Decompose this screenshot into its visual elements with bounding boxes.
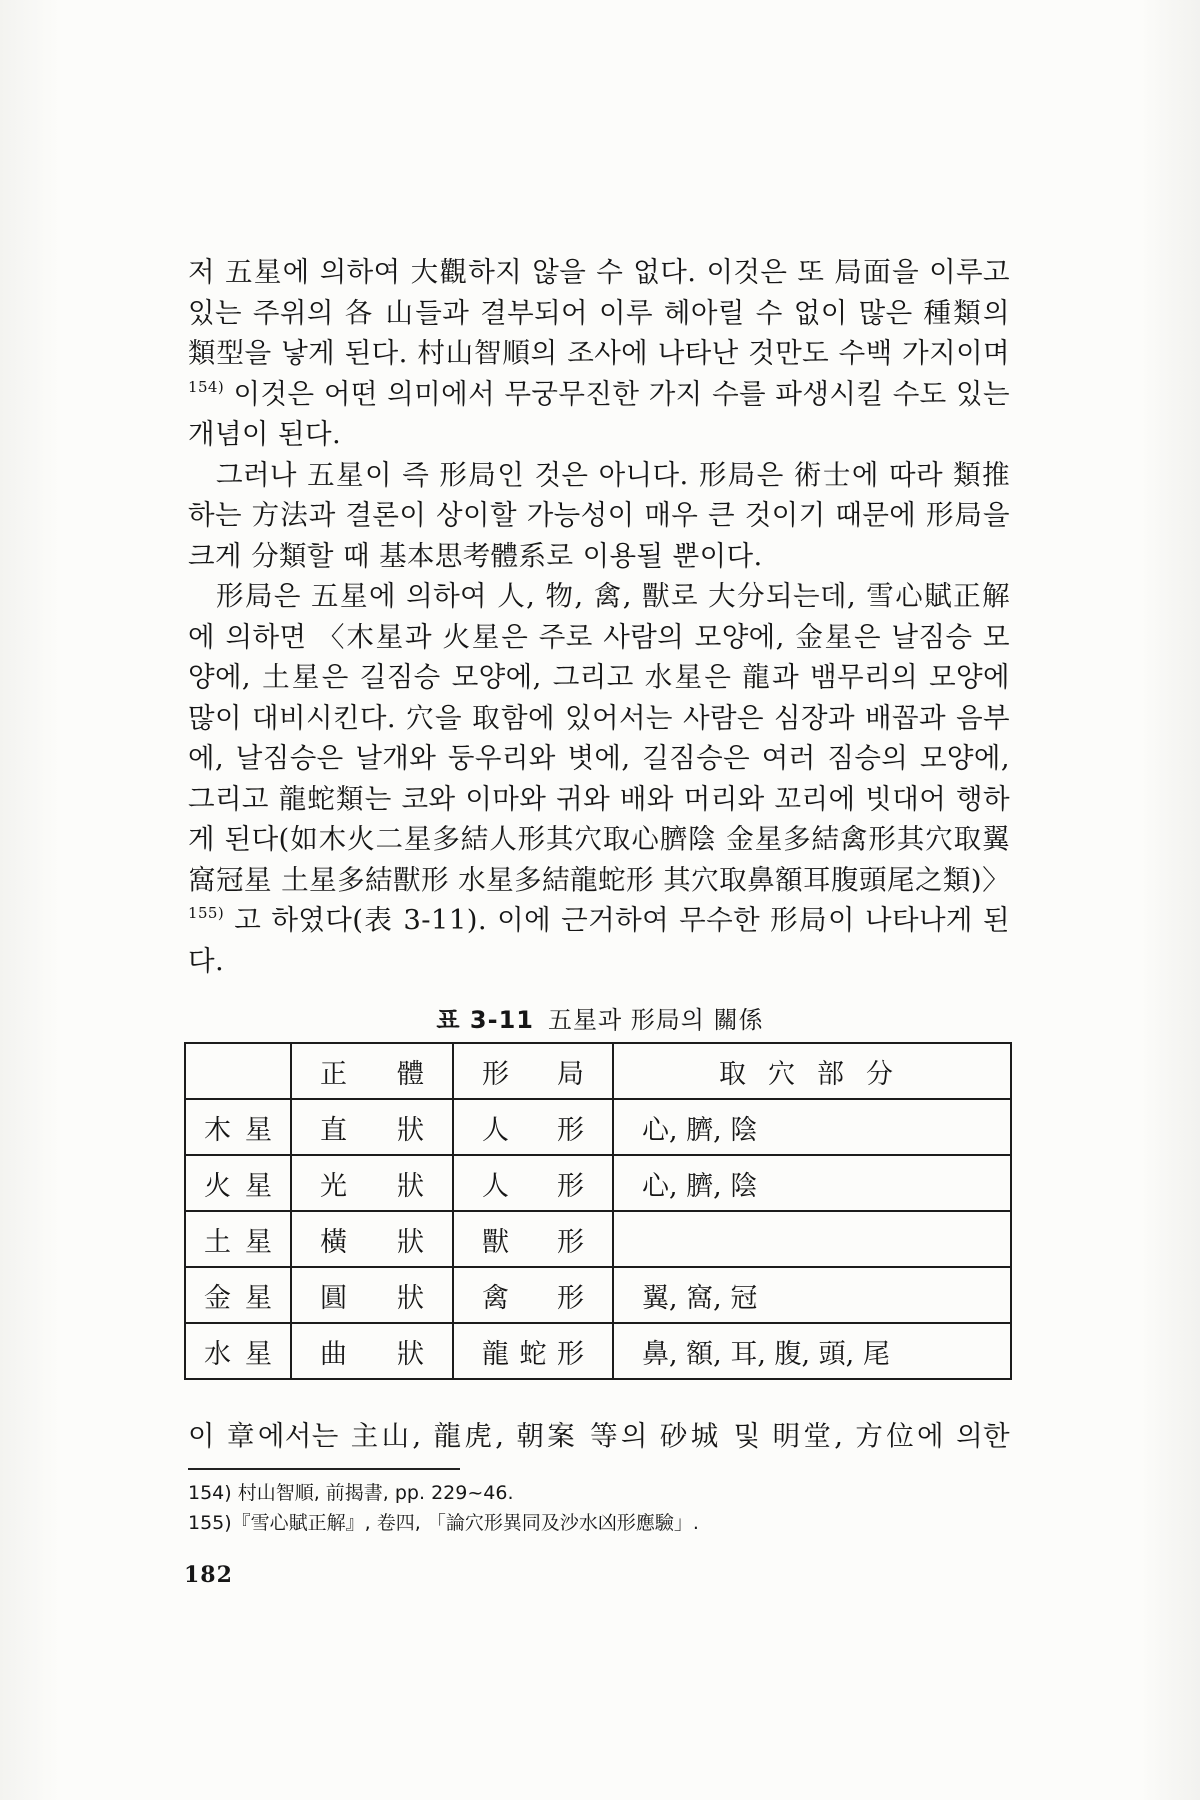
table-title: 五星과 形局의 關係 [547,1006,764,1034]
table-cell: 木 星 [185,1099,291,1155]
paragraph-3 [188,576,1010,981]
table-cell: 龍 蛇 形 [453,1323,613,1379]
table-cell: 金 星 [185,1267,291,1323]
paragraph-3-text: 形局은 五星에 의하여 人, 物, 禽, 獸로 大分되는데, 雪心賦正解에 의하면 〈木星과 火星은 주로 사람의 모양에, 金星은 날짐승 모양에, 土星은 길짐승 모양에, 그리고 水星은 龍과 뱀무리의 모양에 많이 대비시킨다. 穴을 取함에 있어서는 사람은 심장과 배꼽과 음부에, 날짐승은 날개와 둥우리와 볏에, 길짐승은 여러 짐승의 모양에, 그리고 龍蛇類는 코와 이마와 귀와 배와 머리와 꼬리에 빗대어 행하게 된다(如木火二星多結人形其穴取心臍陰 金星多結禽形其穴取翼窩冠星 土星多結獸形 水星多結龍蛇形 其穴取鼻額耳腹頭尾之類)〉 [188,580,1010,896]
paragraph-1-text: 저 五星에 의하여 大觀하지 않을 수 없다. 이것은 또 局面을 이루고 있는 주위의 各 山들과 결부되어 이루 헤아릴 수 없이 많은 種類의 類型을 낳게 된다. 村山智順의 조사에 나타난 것만도 수백 가지이며 [188,256,1010,369]
table-cell: 心, 臍, 陰 [613,1099,1011,1155]
footnote-155: 155)『雪心賦正解』, 卷四, 「論穴形異同及沙水凶形應驗」. [188,1512,699,1534]
table-cell: 水 星 [185,1323,291,1379]
header-cell [185,1043,291,1099]
table-cell: 獸 形 [453,1211,613,1267]
header-cell: 形 局 [453,1043,613,1099]
paragraph-2: 그러나 五星이 즉 形局인 것은 아니다. 形局은 術士에 따라 類推하는 方法과 결론이 상이할 가능성이 매우 큰 것이기 때문에 形局을 크게 分類할 때 基本思考體系로 이용될 뿐이다. [188,458,1010,572]
table-row [185,1211,1011,1267]
page-number: 182 [184,1562,233,1588]
footnotes [188,1478,1008,1538]
table-cell: 火 星 [185,1155,291,1211]
table-cell: 人 形 [453,1099,613,1155]
header-cell: 取穴部分 [613,1043,1011,1099]
table-row [185,1155,1011,1211]
paragraph-3-tail: 고 하였다(表 3-11). 이에 근거하여 무수한 形局이 나타나게 된다. [188,904,1010,977]
body-text [188,252,1010,981]
footnote-ref-155[interactable]: 155) [188,904,225,922]
table-cell: 心, 臍, 陰 [613,1155,1011,1211]
table-row [185,1267,1011,1323]
table-cell: 人 形 [453,1155,613,1211]
table-cell: 翼, 窩, 冠 [613,1267,1011,1323]
table-caption [0,1000,1200,1035]
paragraph-1 [188,252,1010,455]
footnote-154: 154) 村山智順, 前揭書, pp. 229~46. [188,1482,514,1504]
table-cell [613,1211,1011,1267]
table-header-row [185,1043,1011,1099]
footnote-ref-154[interactable]: 154) [188,377,225,396]
table-cell: 曲 狀 [291,1323,453,1379]
table-cell: 圓 狀 [291,1267,453,1323]
five-stars-table [184,1042,1012,1380]
footnote-rule [188,1468,460,1470]
table-number: 표 3-11 [436,1006,534,1034]
continuing-paragraph: 이 章에서는 主山, 龍虎, 朝案 等의 砂城 및 明堂, 方位에 의한 [188,1420,1010,1452]
table-cell: 禽 形 [453,1267,613,1323]
table-cell: 土 星 [185,1211,291,1267]
table-cell: 光 狀 [291,1155,453,1211]
table-cell: 鼻, 額, 耳, 腹, 頭, 尾 [613,1323,1011,1379]
table-row [185,1323,1011,1379]
table-cell: 直 狀 [291,1099,453,1155]
table-row [185,1099,1011,1155]
header-cell: 正 體 [291,1043,453,1099]
paragraph-1-tail: 이것은 어떤 의미에서 무궁무진한 가지 수를 파생시킬 수도 있는 개념이 된다. [188,377,1010,450]
table-cell: 橫 狀 [291,1211,453,1267]
